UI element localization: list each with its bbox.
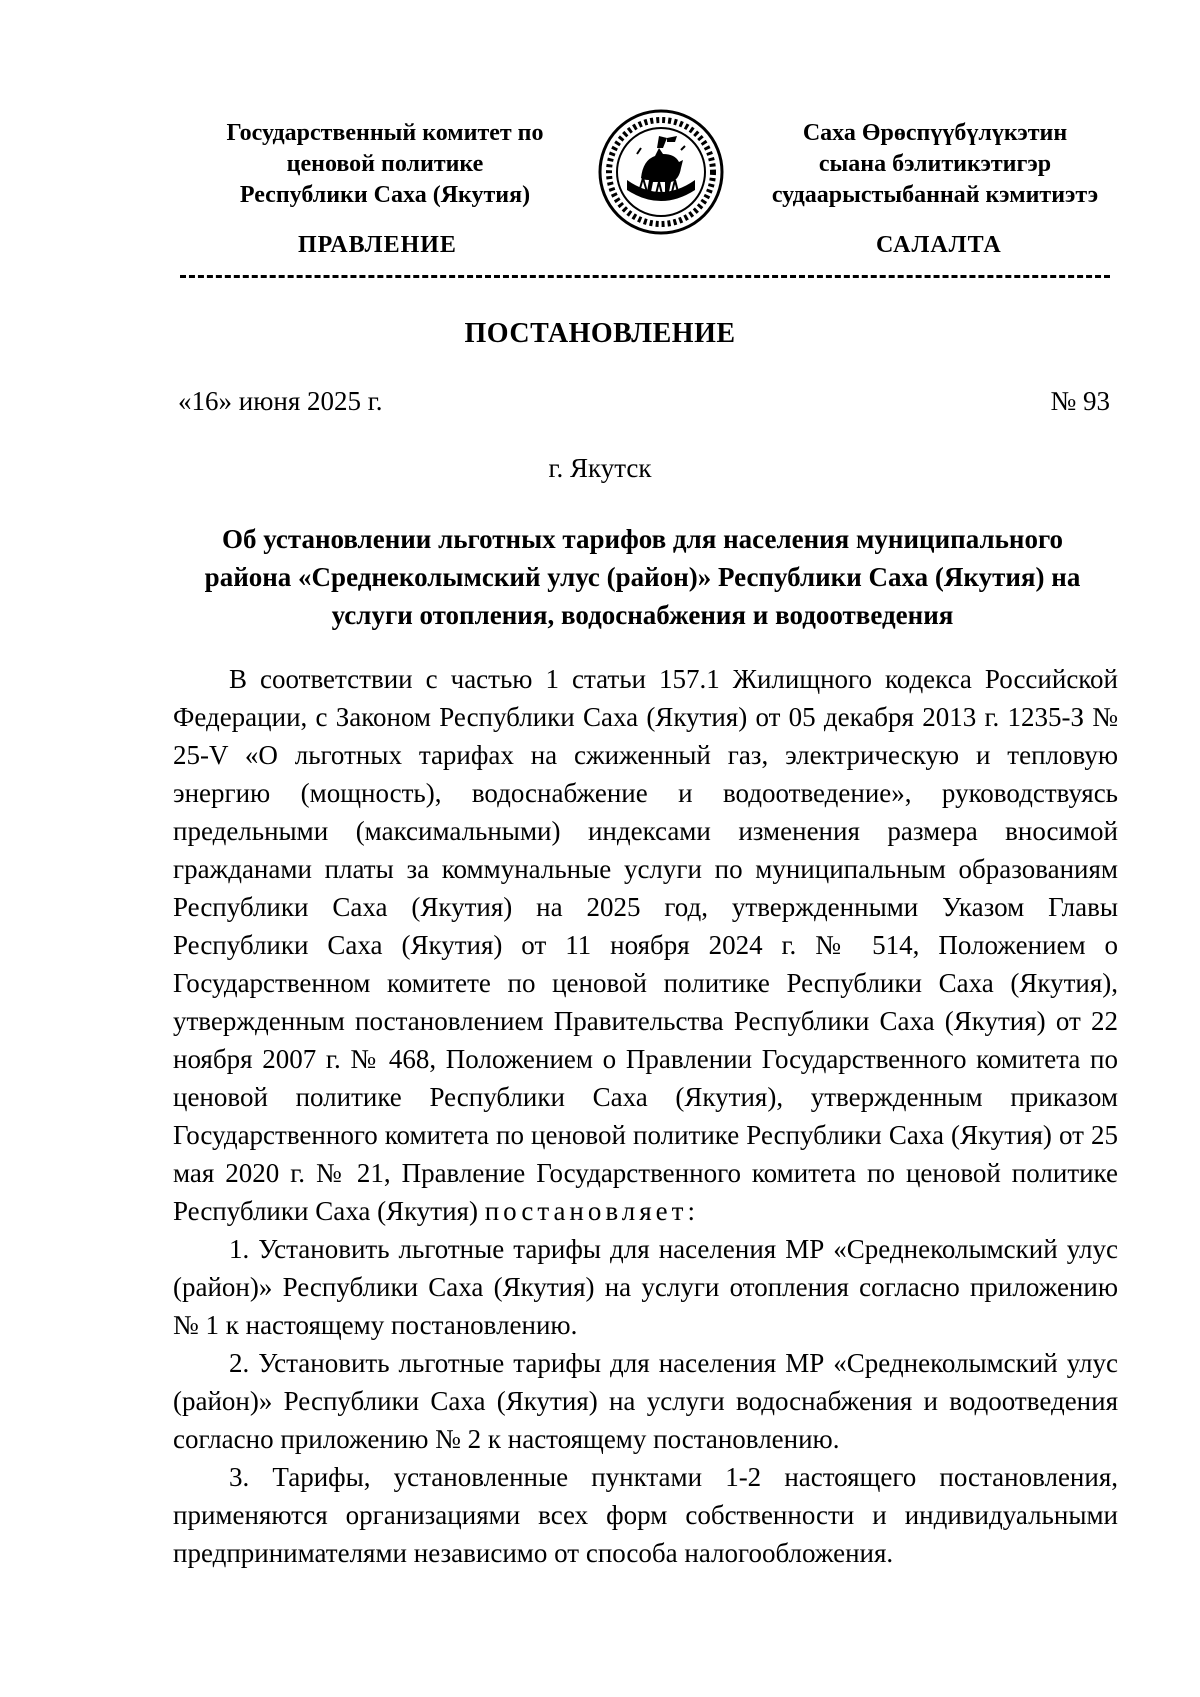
- preamble-paragraph: [173, 660, 1118, 1230]
- header-right-line: судаарыстыбаннай кэмитиэтэ: [771, 182, 1099, 208]
- title-line: услуги отопления, водоснабжения и водоотведения: [331, 600, 954, 630]
- document-body: [173, 660, 1118, 1572]
- header-right-line: сыана бэлитикэтигэр: [818, 151, 1052, 177]
- document-title: [165, 520, 1120, 634]
- title-line: района «Среднеколымский улус (район)» Республики Саха (Якутия) на: [204, 562, 1081, 592]
- header-left-line: Республики Саха (Якутия): [239, 182, 531, 208]
- document-city: г. Якутск: [548, 453, 652, 483]
- coat-of-arms-icon: [597, 108, 725, 236]
- board-label-sakha: САЛАЛТА: [876, 232, 1002, 258]
- item-paragraph: 1. Установить льготные тарифы для населения МР «Среднеколымский улус (район)» Республики Саха (Якутия) на услуги отопления согласно приложению № 1 к настоящему постановлению.: [173, 1234, 1118, 1340]
- preamble-text: В соответствии с частью 1 статьи 157.1 Жилищного кодекса Российской Федерации, с Законом Республики Саха (Якутия) от 05 декабря 2013 г. 1235-З № 25-V «О льготных тарифах на сжиженный газ, электрическую и тепловую энергию (мощность), водоснабжение и водоотведение», руководствуясь предельными (максимальными) индексами изменения размера вносимой гражданами платы за коммунальные услуги по муниципальным образованиям Республики Саха (Якутия) на 2025 год, утвержденными Указом Главы Республики Саха (Якутия) от 11 ноября 2024 г. № 514, Положением о Государственном комитете по ценовой политике Республики Саха (Якутия), утвержденным постановлением Правительства Республики Саха (Якутия) от 22 ноября 2007 г. № 468, Положением о Правлении Государственного комитета по ценовой политике Республики Саха (Якутия), утвержденным приказом Государственного комитета по ценовой политике Республики Саха (Якутия) от 25 мая 2020 г. № 21, Правление Государственного комитета по ценовой политике Республики Саха (Якутия): [173, 664, 1118, 1226]
- item-paragraph: 3. Тарифы, установленные пунктами 1-2 настоящего постановления, применяются организациями всех форм собственности и индивидуальными предпринимателями независимо от способа налогообложения.: [173, 1462, 1118, 1568]
- decree-word: постановляет:: [484, 1196, 699, 1226]
- document-type: ПОСТАНОВЛЕНИЕ: [464, 318, 736, 349]
- header-left-line: Государственный комитет по: [226, 120, 544, 146]
- document-number: № 93: [1050, 386, 1110, 416]
- header-left-line: ценовой политике: [286, 151, 484, 177]
- header-divider: [180, 275, 1110, 278]
- header-right-block: [755, 118, 1115, 211]
- header-right-line: Саха Өрөспүүбүлүкэтин: [802, 120, 1068, 146]
- header-left-block: [195, 118, 575, 211]
- board-label-ru: ПРАВЛЕНИЕ: [298, 232, 457, 258]
- document-date: «16» июня 2025 г.: [178, 386, 383, 416]
- item-paragraph: 2. Установить льготные тарифы для населения МР «Среднеколымский улус (район)» Республики Саха (Якутия) на услуги водоснабжения и водоотведения согласно приложению № 2 к настоящему постановлению.: [173, 1348, 1118, 1454]
- title-line: Об установлении льготных тарифов для населения муниципального: [221, 524, 1064, 554]
